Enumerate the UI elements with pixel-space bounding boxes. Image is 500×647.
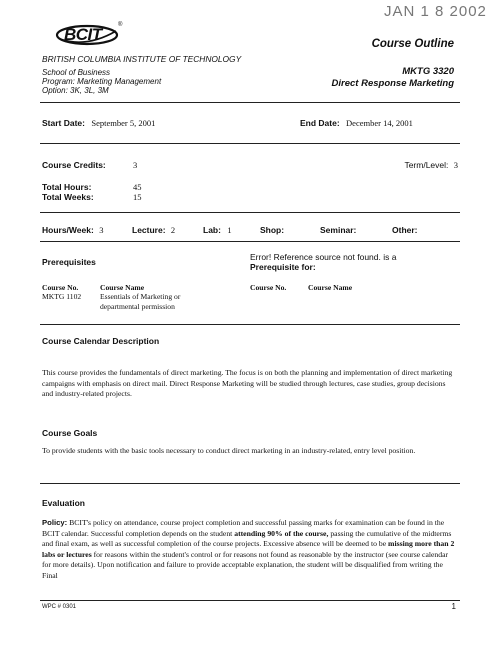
prerequisite-for-heading: Error! Reference source not found. is a Prerequisite for: (250, 252, 397, 272)
lecture-hours: Lecture: 2 (132, 225, 176, 235)
page-number: 1 (451, 602, 456, 611)
total-hours-label: Total Hours: (42, 182, 92, 192)
bcit-logo: BCIT ® (54, 24, 120, 46)
date-stamp: JAN 1 8 2002 (384, 3, 487, 20)
credits-label: Course Credits: (42, 160, 106, 170)
right-column-header-course-no: Course No. (250, 283, 287, 292)
prereq-course-no: MKTG 1102 (42, 292, 82, 301)
document-title: Course Outline (371, 38, 454, 50)
total-weeks-value: 15 (133, 192, 142, 202)
registered-mark-icon: ® (118, 22, 123, 28)
option-text: Option: 3K, 3L, 3M (42, 86, 109, 95)
divider (40, 212, 460, 213)
column-header-course-name: Course Name (100, 283, 145, 292)
divider (40, 324, 460, 325)
term-level: Term/Level: 3 (404, 160, 458, 170)
school-name: School of Business (42, 68, 111, 77)
divider (40, 102, 460, 103)
seminar-label: Seminar: (320, 225, 357, 235)
prerequisites-heading: Prerequisites (42, 257, 96, 267)
course-code: MKTG 3320 (402, 66, 454, 77)
institute-name: BRITISH COLUMBIA INSTITUTE OF TECHNOLOGY (42, 54, 242, 64)
goals-heading: Course Goals (42, 428, 98, 438)
right-column-header-course-name: Course Name (308, 283, 353, 292)
evaluation-policy: Policy: BCIT's policy on attendance, course project completion and successful passing marks for examination can be found in the BCIT calendar. Successful completion depends on the student attending 90% of the course, passing the cumulative of the midterms and final exam, as well as successful completion of the course projects. Excessive absence will be deemed to be missing more than 2 labs or lectures for reasons within the student's control or for reasons not found as reasonable by the instructor (see course calendar for more details). Upon notification and failure to provide acceptable explanation, the student will be disqualified from writing the Final (42, 518, 455, 580)
hours-per-week: Hours/Week: 3 (42, 225, 104, 235)
footer-form-code: WPC # 0301 (42, 604, 77, 610)
divider (40, 600, 460, 601)
course-name: Direct Response Marketing (331, 78, 454, 89)
other-label: Other: (392, 225, 418, 235)
program-name: Program: Marketing Management (42, 77, 162, 86)
prereq-course-name: Essentials of Marketing or departmental permission (100, 292, 181, 311)
divider (40, 483, 460, 484)
evaluation-heading: Evaluation (42, 498, 85, 508)
column-header-course-no: Course No. (42, 283, 79, 292)
divider (40, 241, 460, 242)
goals-description: To provide students with the basic tools necessary to conduct direct marketing in an industry-related, entry level position. (42, 446, 416, 455)
total-weeks-label: Total Weeks: (42, 192, 94, 202)
start-date: Start Date: September 5, 2001 (42, 118, 156, 128)
divider (40, 143, 460, 144)
calendar-description: This course provides the fundamentals of direct marketing. The focus is on both the planning and implementation of direct marketing campaigns with emphasis on direct mail. Direct Response Marketing will be studied through lectures, case studies, group decisions and industry-related projects. (42, 368, 453, 398)
total-hours-value: 45 (133, 182, 142, 192)
shop-label: Shop: (260, 225, 285, 235)
credits-value: 3 (133, 160, 138, 170)
lab-hours: Lab: 1 (203, 225, 232, 235)
calendar-heading: Course Calendar Description (42, 336, 160, 346)
end-date: End Date: December 14, 2001 (300, 118, 413, 128)
